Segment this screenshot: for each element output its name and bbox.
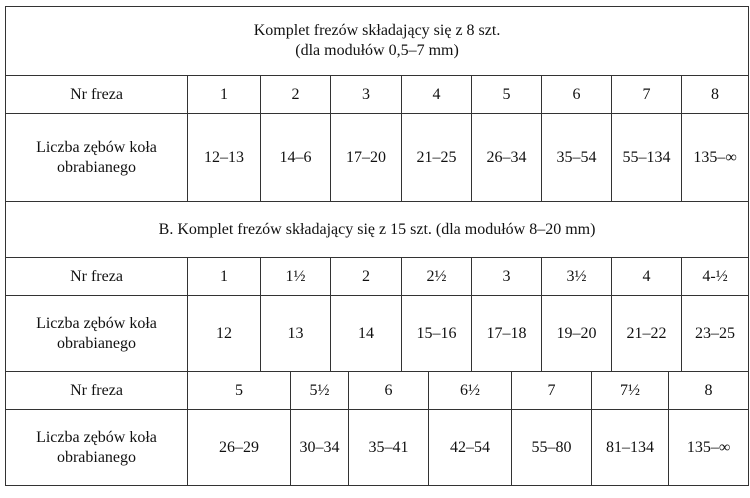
section-a-teeth-label: [6, 114, 188, 202]
teeth-label-line2: obrabianego: [56, 334, 137, 352]
teeth-label-line1: Liczba zębów koła: [36, 314, 157, 332]
section-a-nr-row: [6, 76, 749, 114]
section-a-title-line2: (dla modułów 0,5–7 mm): [295, 42, 459, 59]
section-b-nr-label-1: Nr freza: [6, 258, 188, 296]
table-cell: 21–22: [612, 296, 682, 372]
table-cell: 8: [682, 76, 749, 114]
section-b-teeth-label-1: [6, 296, 188, 372]
table-cell: 6: [542, 76, 612, 114]
table-cell: 23–25: [682, 296, 749, 372]
table-cell: 2½: [402, 258, 472, 296]
table-cell: 8: [669, 372, 749, 410]
teeth-label-line1: Liczba zębów koła: [36, 138, 157, 156]
section-a-teeth-row: [6, 114, 749, 202]
table-cell: 81–134: [592, 410, 669, 486]
section-a-nr-label: Nr freza: [6, 76, 188, 114]
section-b-nr-row-2: [6, 372, 749, 410]
cropped-heading-ink: [28, 0, 198, 4]
table-cell: 17–18: [472, 296, 542, 372]
table-cell: 4-½: [682, 258, 749, 296]
table-cell: 7: [512, 372, 592, 410]
table-cell: 3: [472, 258, 542, 296]
section-b-title: B. Komplet frezów składający się z 15 szt. (dla modułów 8–20 mm): [6, 202, 749, 258]
table-cell: 26–34: [472, 114, 542, 202]
table-cell: 2: [331, 258, 402, 296]
table-cell: 5½: [291, 372, 349, 410]
table-cell: 17–20: [331, 114, 402, 202]
section-b-nr-row-1: [6, 258, 749, 296]
table-cell: 135–∞: [682, 114, 749, 202]
table-cell: 14–6: [261, 114, 331, 202]
table-cell: 26–29: [188, 410, 291, 486]
section-b-title-row: [6, 202, 749, 258]
table-cell: 55–80: [512, 410, 592, 486]
table-cell: 1: [188, 258, 261, 296]
table-cell: 3: [331, 76, 402, 114]
table-cell: 7: [612, 76, 682, 114]
gear-cutter-table: [5, 6, 749, 486]
table-cell: 13: [261, 296, 331, 372]
table-cell: 1: [188, 76, 261, 114]
table-cell: 12–13: [188, 114, 261, 202]
table-cell: 19–20: [542, 296, 612, 372]
table-cell: 6: [349, 372, 429, 410]
teeth-label-line2: obrabianego: [56, 448, 137, 466]
table-cell: 6½: [429, 372, 512, 410]
table-cell: 15–16: [402, 296, 472, 372]
section-b-nr-label-2: Nr freza: [6, 372, 188, 410]
section-a-title: [6, 7, 749, 76]
section-b-teeth-row-2: [6, 410, 749, 486]
teeth-label-line1: Liczba zębów koła: [36, 428, 157, 446]
section-a-title-line1: Komplet frezów składający się z 8 szt.: [253, 22, 501, 39]
table-cell: 135–∞: [669, 410, 749, 486]
table-cell: 42–54: [429, 410, 512, 486]
table-cell: 55–134: [612, 114, 682, 202]
section-a-title-row: [6, 7, 749, 76]
table-cell: 30–34: [291, 410, 349, 486]
table-cell: 12: [188, 296, 261, 372]
table-cell: 35–41: [349, 410, 429, 486]
section-b-teeth-label-2: [6, 410, 188, 486]
table-cell: 5: [472, 76, 542, 114]
table-cell: 1½: [261, 258, 331, 296]
table-cell: 7½: [592, 372, 669, 410]
teeth-label-line2: obrabianego: [56, 158, 137, 176]
table-cell: 35–54: [542, 114, 612, 202]
table-cell: 3½: [542, 258, 612, 296]
section-b-teeth-row-1: [6, 296, 749, 372]
table-cell: 4: [612, 258, 682, 296]
table-cell: 2: [261, 76, 331, 114]
table-cell: 21–25: [402, 114, 472, 202]
table-cell: 14: [331, 296, 402, 372]
table-cell: 5: [188, 372, 291, 410]
table-cell: 4: [402, 76, 472, 114]
